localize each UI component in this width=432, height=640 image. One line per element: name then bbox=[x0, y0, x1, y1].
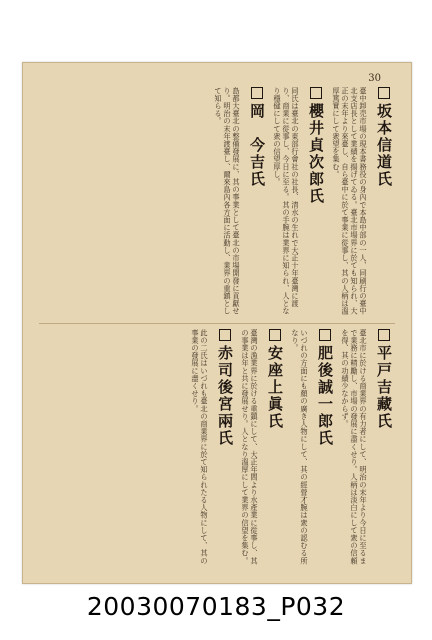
section-body: いづれの方面にも顏の廣き人物にして、其の經營才腕は衆の認むる所なり。 bbox=[291, 329, 309, 565]
section-body: 島都大臺北の整備發展に、其の事業として臺北の市場開發に貢獻せり。明治の末年渡臺し、爾來島內各方面に活動し、業界の重鎮として知らる。 bbox=[214, 87, 241, 315]
top-half bbox=[41, 87, 393, 319]
section-heading: 肥後誠一郎氏 bbox=[316, 329, 334, 569]
section-heading: 平戸吉藏氏 bbox=[375, 329, 393, 569]
document-page bbox=[22, 62, 412, 584]
section-heading: 櫻井貞次郎氏 bbox=[307, 87, 325, 319]
section-body: 臺中卸売市場の現本書務役の身內で本島中部の一人、同刷行の臺中北支店長として業績を揚げてゐる。臺北市場界に於ても知られ、大正の末年より來臺し、自ら臺中に於て事業に從事し、其の人柄は溫厚篤實にして衆望を集む。 bbox=[332, 87, 368, 315]
section-body: 同氏は臺北の東部行會社の社長、清水の生れで大正十年臺灣に渡り、商業に從事し、今日に至る。其の手腕は業界に知られ、人となり穩健にして衆の信望厚し。 bbox=[273, 87, 300, 315]
section-body: 臺灣の漁業界に於ける重鎮にして、大正年間より水產業に從事し、其の事業は年と共に發展せり。人となり溫厚にして業界の信望を集む。 bbox=[241, 329, 259, 565]
image-caption: 20030070183_P032 bbox=[86, 592, 346, 621]
section-body: 臺北市に於ける商業界の有力者にして、明治の末年より今日に至るまで業務に精勵し、市場の發展に盡くせり。人柄は淡白にして衆の信頼を得、其の功績少なからず。 bbox=[341, 329, 368, 565]
section-heading: 赤司後宮兩氏 bbox=[216, 329, 234, 569]
section-heading: 坂本信道氏 bbox=[375, 87, 393, 319]
section-heading: 岡 今吉氏 bbox=[248, 87, 266, 319]
section-heading: 安座上眞氏 bbox=[266, 329, 284, 569]
page-number: 30 bbox=[368, 73, 381, 84]
section-body: 此の二氏はいづれも臺北の商業界に於て知られたる人物にして、其の事業の發展に盡くせり。 bbox=[191, 329, 209, 565]
section-divider bbox=[39, 323, 395, 324]
bottom-half bbox=[41, 329, 393, 569]
